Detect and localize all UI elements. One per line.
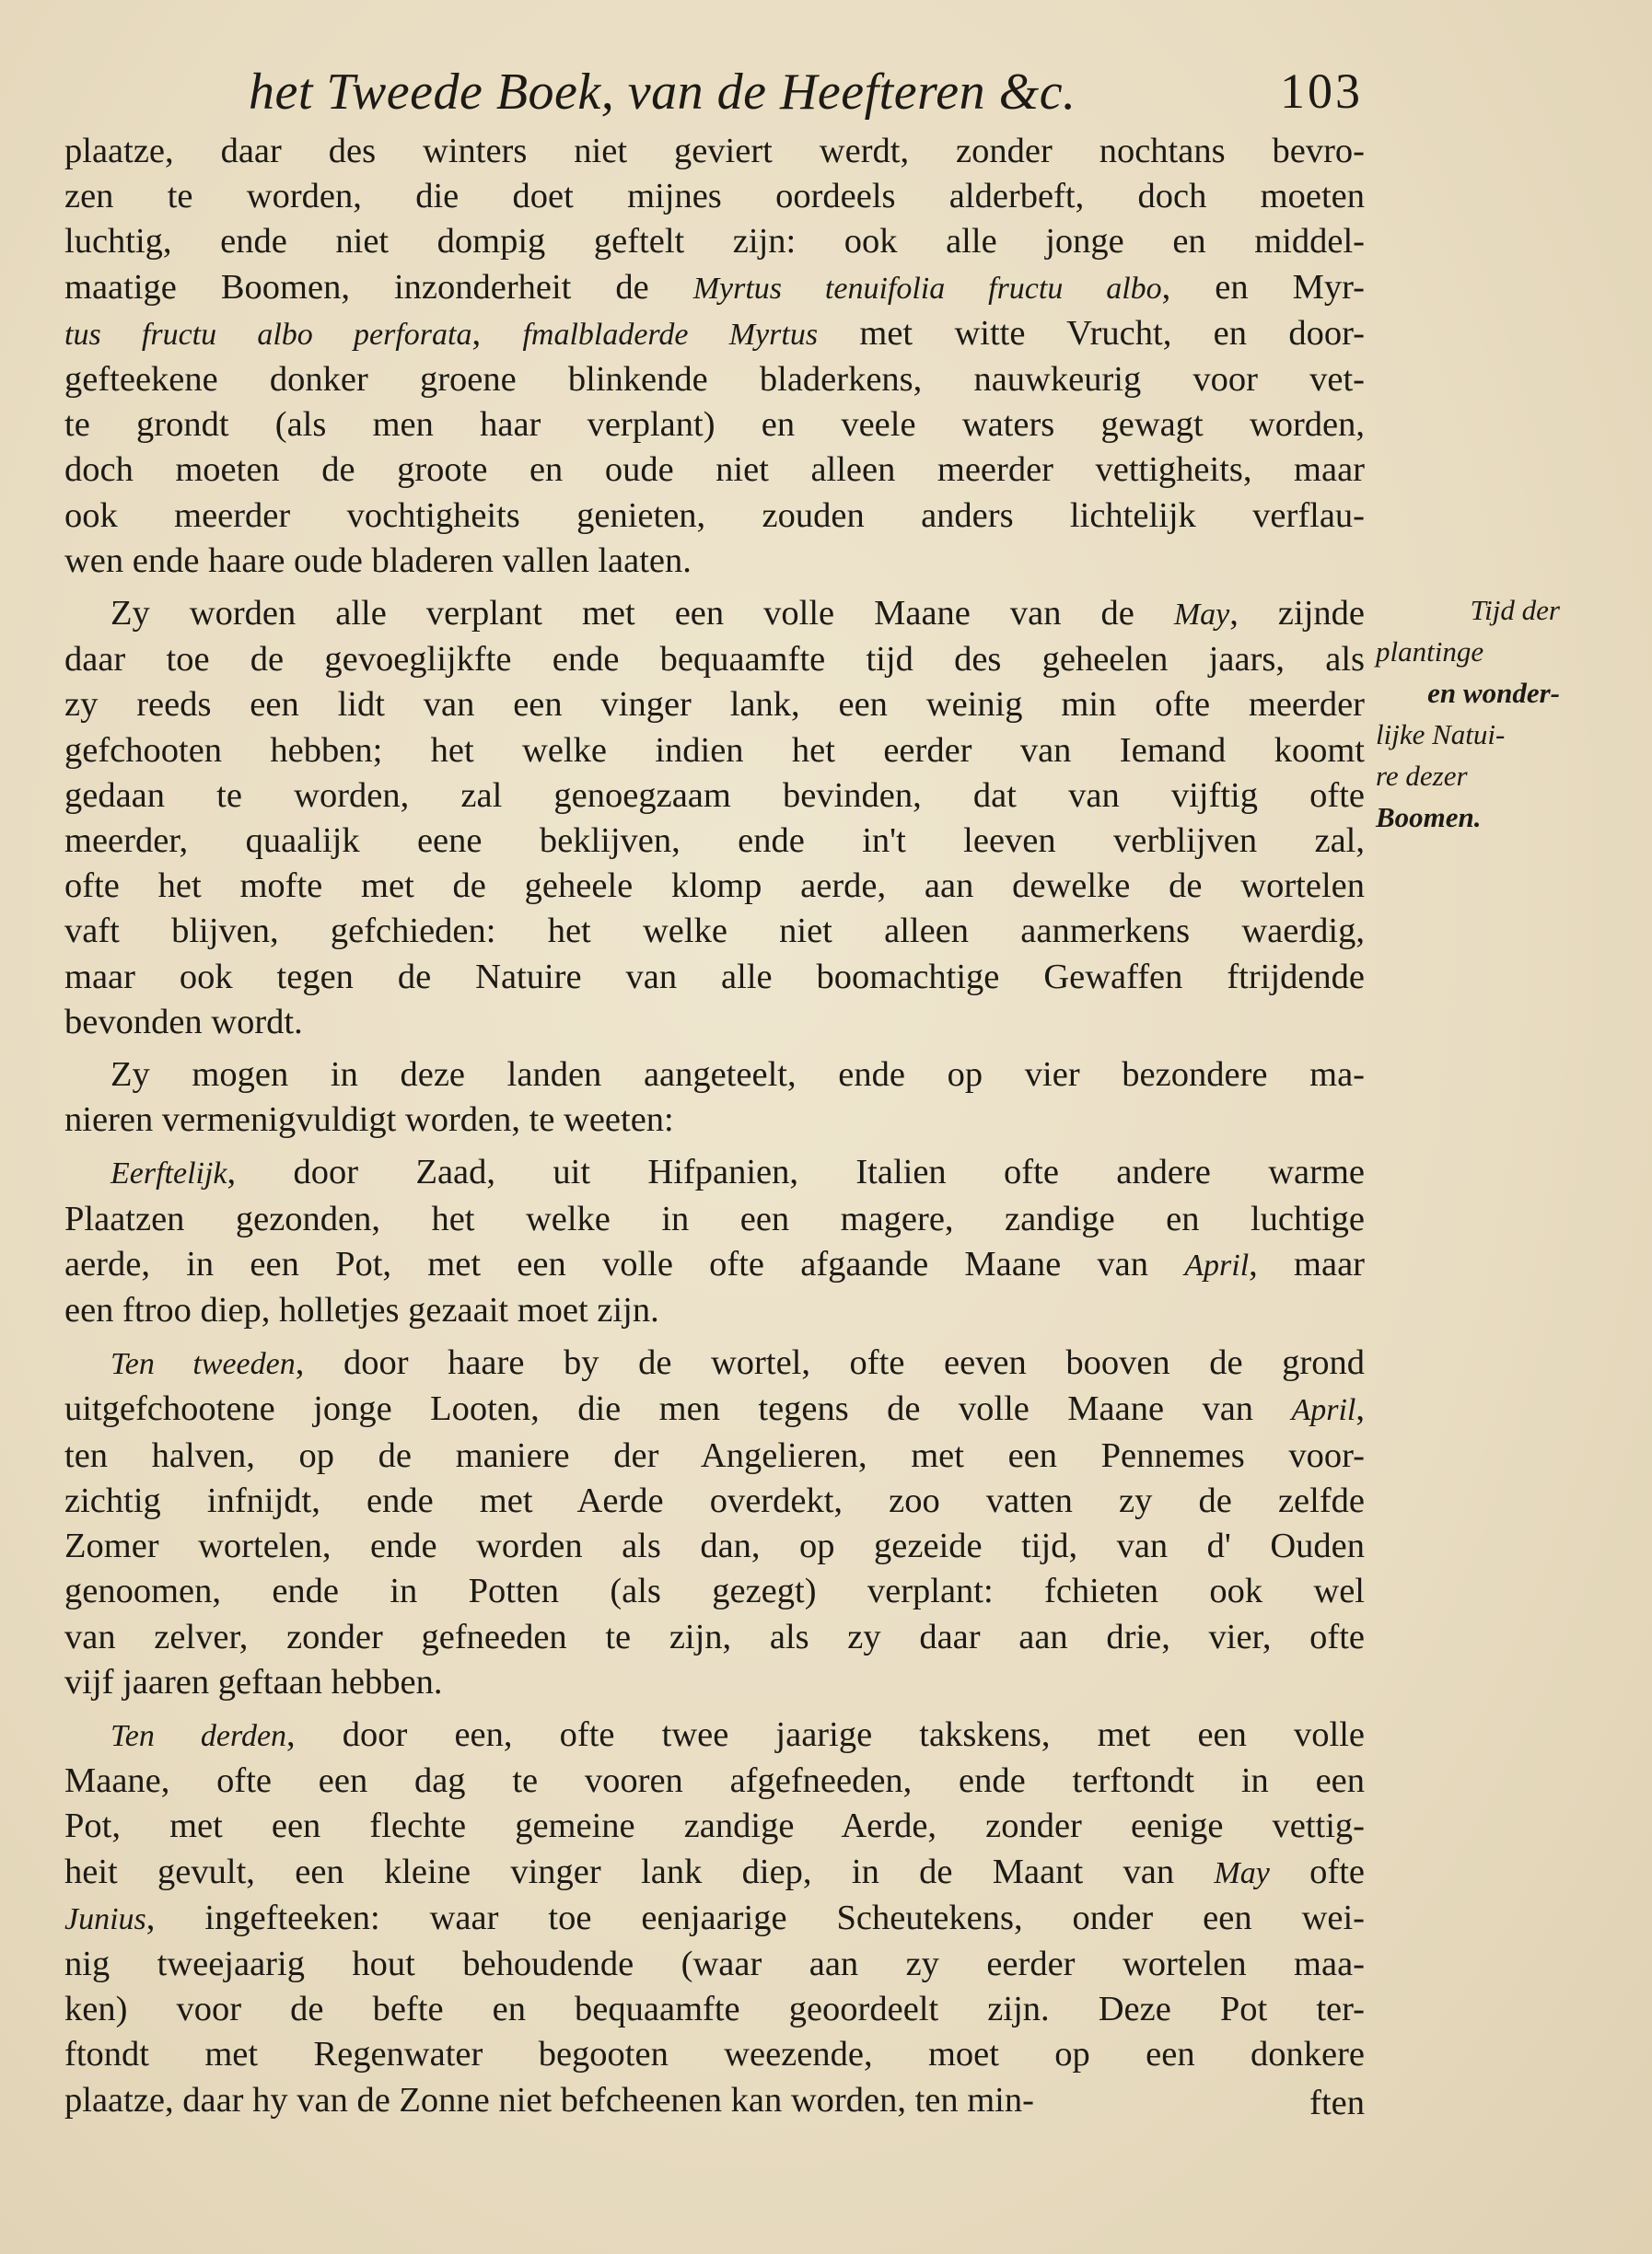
text-line xyxy=(64,1524,1365,1569)
italic-term: Ten derden xyxy=(111,1718,287,1753)
text-line xyxy=(64,2032,1365,2077)
text-line xyxy=(64,174,1365,219)
line-text: gefchooten hebben; het welke indien het eerder van Iemand koomt xyxy=(64,730,1365,770)
line-text: bevonden wordt. xyxy=(64,1002,303,1041)
text-line xyxy=(64,1615,1365,1660)
text-line xyxy=(64,1759,1365,1804)
text-line xyxy=(64,1660,1365,1705)
line-text: wen ende haare oude bladeren vallen laaten. xyxy=(64,540,692,580)
text-line xyxy=(64,1713,1365,1759)
text-line xyxy=(64,1098,1365,1143)
text-line xyxy=(64,728,1365,773)
italic-term: April xyxy=(1184,1248,1250,1283)
margin-note-line: Tijd der xyxy=(1470,594,1560,626)
paragraph xyxy=(64,1052,1365,1143)
line-text: heit gevult, een kleine vinger lank diep, in de Maant van xyxy=(64,1852,1215,1891)
text-line xyxy=(64,1288,1365,1333)
line-text: , zijnde xyxy=(1229,594,1365,633)
text-line xyxy=(64,1479,1365,1524)
line-text: ook meerder vochtigheits genieten, zouden anders lichtelijk verflau- xyxy=(64,495,1365,535)
line-text: Zy mogen in deze landen aangeteelt, ende op vier bezondere ma- xyxy=(111,1055,1365,1095)
text-line xyxy=(64,864,1365,909)
line-text: nieren vermenigvuldigt worden, te weeten: xyxy=(64,1100,674,1140)
text-body xyxy=(64,129,1365,2118)
line-text: een ftroo diep, holletjes gezaait moet zijn. xyxy=(64,1291,659,1330)
line-text: ken) voor de befte en bequaamfte geoordeelt zijn. Deze Pot ter- xyxy=(64,1990,1365,2029)
line-text: gefteekene donker groene blinkende bladerkens, nauwkeurig voor vet- xyxy=(64,360,1365,400)
italic-term: May xyxy=(1173,598,1230,633)
text-line xyxy=(64,1434,1365,1479)
paragraph xyxy=(64,1341,1365,1705)
catchword: ften xyxy=(1309,2084,1365,2122)
italic-term: Eerftelijk xyxy=(111,1156,227,1191)
text-line xyxy=(64,311,1365,357)
line-text: meerder, quaalijk eene beklijven, ende in't leeven verblijven zal, xyxy=(64,821,1365,861)
margin-note-line: en wonder- xyxy=(1427,677,1560,709)
margin-note xyxy=(1376,589,1560,838)
margin-note-line: Boomen. xyxy=(1376,801,1482,833)
line-text: , door haare by de wortel, ofte eeven booven de grond xyxy=(295,1343,1365,1383)
running-title: het Tweede Boek, van de Heefteren &c. xyxy=(249,64,1076,121)
italic-term: April xyxy=(1291,1393,1356,1428)
text-line xyxy=(64,219,1365,264)
text-line xyxy=(64,357,1365,402)
text-line xyxy=(64,402,1365,447)
text-line xyxy=(64,773,1365,819)
catchword-row xyxy=(64,2081,1365,2126)
line-text: , door Zaad, uit Hifpanien, Italien ofte andere warme xyxy=(227,1153,1365,1192)
text-line xyxy=(64,1242,1365,1288)
line-text: Zomer wortelen, ende worden als dan, op gezeide tijd, van d' Ouden xyxy=(64,1527,1365,1566)
line-text: Plaatzen gezonden, het welke in een magere, zandige en luchtige xyxy=(64,1199,1365,1238)
line-text: daar toe de gevoeglijkfte ende bequaamfte tijd des geheelen jaars, als xyxy=(64,640,1365,680)
paragraph xyxy=(64,129,1365,584)
line-text: maatige Boomen, inzonderheit de xyxy=(64,267,693,307)
line-text: zy reeds een lidt van een vinger lank, een weinig min ofte meerder xyxy=(64,685,1365,725)
italic-term: Junius xyxy=(64,1901,146,1936)
text-line xyxy=(64,129,1365,174)
line-text: vaft blijven, gefchieden: het welke niet alleen aanmerkens waerdig, xyxy=(64,912,1365,951)
line-text: te grondt (als men haar verplant) en veele waters gewagt worden, xyxy=(64,405,1365,445)
page-number: 103 xyxy=(1280,64,1363,119)
line-text: plaatze, daar hy van de Zonne niet befcheenen kan worden, ten min- xyxy=(64,2080,1034,2120)
line-text: aerde, in een Pot, met een volle ofte afgaande Maane van xyxy=(64,1244,1185,1284)
italic-term: fmalbladerde Myrtus xyxy=(522,317,819,352)
line-text: Maane, ofte een dag te vooren afgefneeden, ende terftondt in een xyxy=(64,1761,1365,1801)
line-text: , maar xyxy=(1249,1244,1365,1284)
italic-term: May xyxy=(1214,1855,1270,1890)
text-line xyxy=(64,682,1365,727)
line-text: doch moeten de groote en oude niet alleen meerder vettigheits, maar xyxy=(64,450,1365,490)
text-line xyxy=(64,1987,1365,2032)
line-text: Zy worden alle verplant met een volle Maane van de xyxy=(111,594,1174,633)
italic-term: Ten tweeden xyxy=(111,1347,296,1382)
line-text: zen te worden, die doet mijnes oordeels alderbeft, doch moeten xyxy=(64,177,1365,216)
margin-note-line: plantinge xyxy=(1376,635,1484,668)
text-line xyxy=(64,447,1365,493)
line-text: ftondt met Regenwater begooten weezende, moet op een donkere xyxy=(64,2035,1365,2074)
line-text: ofte xyxy=(1269,1852,1365,1891)
line-text: ten halven, op de maniere der Angelieren, met een Pennemes voor- xyxy=(64,1435,1365,1475)
text-line xyxy=(64,1052,1365,1098)
paragraph xyxy=(64,1150,1365,1333)
text-line xyxy=(64,1000,1365,1045)
running-head xyxy=(249,63,1363,136)
line-text: uitgefchootene jonge Looten, die men tegens de volle Maane van xyxy=(64,1389,1292,1429)
italic-term: tus fructu albo perforata xyxy=(64,317,472,352)
text-line xyxy=(64,1197,1365,1242)
text-line xyxy=(64,909,1365,954)
text-line xyxy=(64,1804,1365,1849)
line-text: , xyxy=(1355,1389,1365,1429)
text-line xyxy=(64,1569,1365,1614)
line-text: , ingefteeken: waar toe eenjaarige Scheutekens, onder een wei- xyxy=(145,1898,1365,1937)
line-text: gedaan te worden, zal genoegzaam bevinden, dat van vijftig ofte xyxy=(64,775,1365,815)
text-line xyxy=(64,1150,1365,1196)
text-line xyxy=(64,1850,1365,1896)
text-line xyxy=(64,637,1365,682)
line-text: ofte het mofte met de geheele klomp aerde, aan dewelke de wortelen xyxy=(64,866,1365,906)
line-text: , en Myr- xyxy=(1161,267,1365,307)
text-line xyxy=(64,494,1365,539)
margin-note-line: re dezer xyxy=(1376,760,1468,792)
line-text: plaatze, daar des winters niet geviert werdt, zonder nochtans bevro- xyxy=(64,132,1365,170)
line-text: maar ook tegen de Natuire van alle boomachtige Gewaffen ftrijdende xyxy=(64,957,1365,996)
line-text: luchtig, ende niet dompig geftelt zijn: ook alle jonge en middel- xyxy=(64,222,1365,261)
text-line xyxy=(64,955,1365,1000)
line-text: nig tweejaarig hout behoudende (waar aan zy eerder wortelen maa- xyxy=(64,1944,1365,1983)
paragraph xyxy=(64,1713,1365,2123)
line-text: zichtig infnijdt, ende met Aerde overdekt, zoo vatten zy de zelfde xyxy=(64,1481,1365,1520)
text-line xyxy=(64,1942,1365,1987)
line-text: met witte Vrucht, en door- xyxy=(818,313,1365,353)
text-line xyxy=(64,591,1365,637)
line-text: vijf jaaren geftaan hebben. xyxy=(64,1662,443,1702)
italic-term: Myrtus tenuifolia fructu albo xyxy=(692,271,1162,306)
text-line xyxy=(64,819,1365,864)
line-text: genoomen, ende in Potten (als gezegt) verplant: fchieten ook wel xyxy=(64,1572,1365,1611)
line-text: , door een, ofte twee jaarige takskens, met een volle xyxy=(286,1714,1366,1754)
text-line xyxy=(64,539,1365,584)
paragraph xyxy=(64,591,1365,1045)
text-line xyxy=(64,1341,1365,1387)
line-text: , xyxy=(471,313,523,353)
text-line xyxy=(64,1387,1365,1433)
text-line xyxy=(64,1896,1365,1942)
line-text: Pot, met een flechte gemeine zandige Aerde, zonder eenige vettig- xyxy=(64,1807,1365,1846)
text-line xyxy=(64,265,1365,311)
margin-note-line: lijke Natui- xyxy=(1376,718,1506,750)
line-text: van zelver, zonder gefneeden te zijn, als zy daar aan drie, vier, ofte xyxy=(64,1617,1365,1656)
